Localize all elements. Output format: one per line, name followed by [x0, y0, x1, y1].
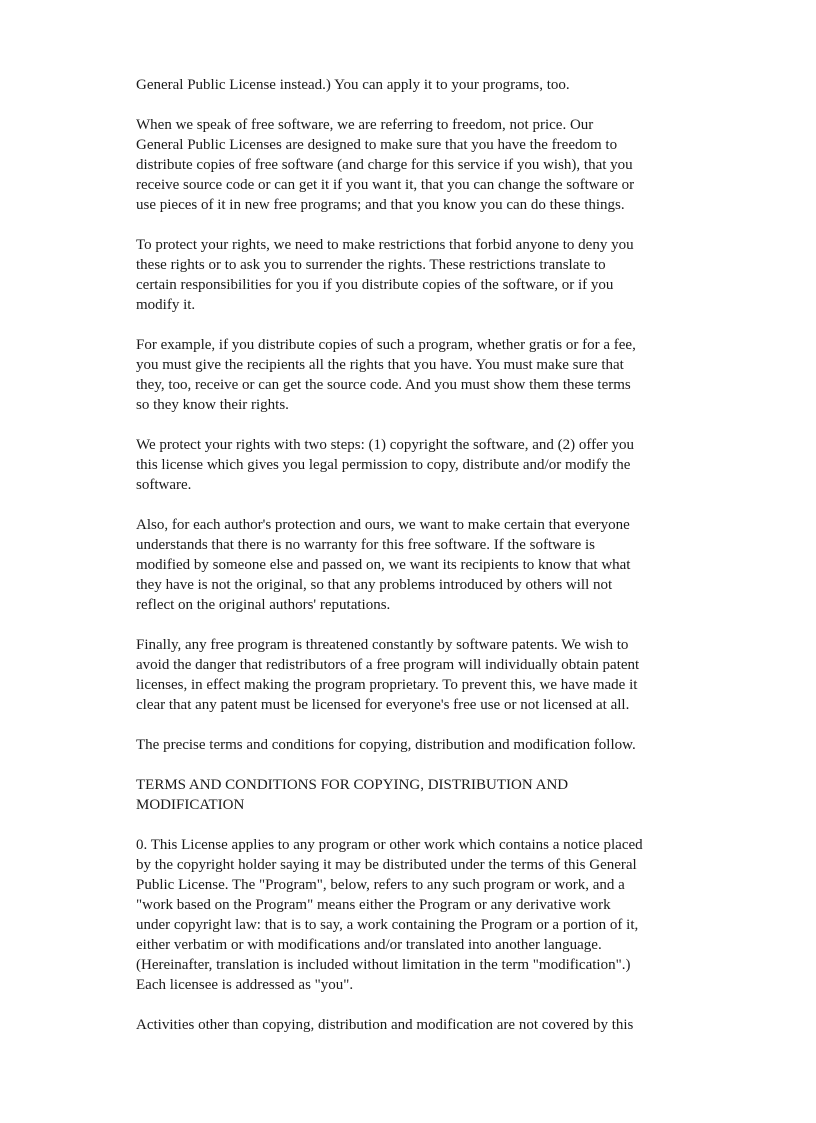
- text-line: General Public License instead.) You can apply it to your programs, too.: [136, 77, 570, 93]
- text-line: by the copyright holder saying it may be distributed under the terms of this General: [136, 857, 637, 873]
- text-line: TERMS AND CONDITIONS FOR COPYING, DISTRIBUTION AND: [136, 777, 569, 793]
- text-line: The precise terms and conditions for copying, distribution and modification follow.: [136, 737, 636, 753]
- paragraph: [136, 735, 746, 755]
- text-line: so they know their rights.: [136, 397, 289, 413]
- text-line: "work based on the Program" means either the Program or any derivative work: [136, 897, 611, 913]
- text-line: When we speak of free software, we are referring to freedom, not price. Our: [136, 117, 594, 133]
- text-line: use pieces of it in new free programs; and that you know you can do these things.: [136, 197, 625, 213]
- text-line: Public License. The "Program", below, refers to any such program or work, and a: [136, 877, 625, 893]
- text-line: certain responsibilities for you if you distribute copies of the software, or if you: [136, 277, 614, 293]
- text-line: modified by someone else and passed on, we want its recipients to know that what: [136, 557, 631, 573]
- text-line: Activities other than copying, distribution and modification are not covered by this: [136, 1017, 634, 1033]
- text-line: General Public Licenses are designed to make sure that you have the freedom to: [136, 137, 618, 153]
- text-line: (Hereinafter, translation is included without limitation in the term "modification".): [136, 957, 631, 973]
- text-line: under copyright law: that is to say, a work containing the Program or a portion of it,: [136, 917, 639, 933]
- text-line: 0. This License applies to any program or other work which contains a notice placed: [136, 837, 643, 853]
- paragraph: [136, 115, 746, 215]
- paragraph: [136, 775, 746, 815]
- text-line: Also, for each author's protection and ours, we want to make certain that everyone: [136, 517, 630, 533]
- text-line: Finally, any free program is threatened constantly by software patents. We wish to: [136, 637, 629, 653]
- paragraph: [136, 235, 746, 315]
- paragraph: [136, 635, 746, 715]
- text-line: We protect your rights with two steps: (1) copyright the software, and (2) offer you: [136, 437, 634, 453]
- text-line: software.: [136, 477, 192, 493]
- text-line: licenses, in effect making the program proprietary. To prevent this, we have made it: [136, 677, 638, 693]
- text-line: these rights or to ask you to surrender the rights. These restrictions translate to: [136, 257, 606, 273]
- paragraph: [136, 835, 746, 995]
- paragraph: [136, 75, 746, 95]
- text-line: Each licensee is addressed as "you".: [136, 977, 354, 993]
- text-line: distribute copies of free software (and charge for this service if you wish), that you: [136, 157, 633, 173]
- text-line: this license which gives you legal permission to copy, distribute and/or modify the: [136, 457, 631, 473]
- text-line: clear that any patent must be licensed for everyone's free use or not licensed at all.: [136, 697, 630, 713]
- text-line: they, too, receive or can get the source code. And you must show them these terms: [136, 377, 631, 393]
- paragraph: [136, 435, 746, 495]
- paragraph: [136, 515, 746, 615]
- text-line: receive source code or can get it if you want it, that you can change the software or: [136, 177, 635, 193]
- paragraph: [136, 1015, 746, 1035]
- text-line: For example, if you distribute copies of such a program, whether gratis or for a fee,: [136, 337, 636, 353]
- text-line: modify it.: [136, 297, 196, 313]
- text-line: they have is not the original, so that any problems introduced by others will not: [136, 577, 613, 593]
- text-line: you must give the recipients all the rights that you have. You must make sure that: [136, 357, 624, 373]
- text-line: avoid the danger that redistributors of a free program will individually obtain patent: [136, 657, 640, 673]
- paragraph: [136, 335, 746, 415]
- text-line: either verbatim or with modifications and/or translated into another language.: [136, 937, 602, 953]
- text-line: To protect your rights, we need to make restrictions that forbid anyone to deny you: [136, 237, 634, 253]
- text-line: MODIFICATION: [136, 797, 245, 813]
- text-line: understands that there is no warranty for this free software. If the software is: [136, 537, 596, 553]
- text-line: reflect on the original authors' reputations.: [136, 597, 391, 613]
- license-text-body: [136, 75, 746, 1055]
